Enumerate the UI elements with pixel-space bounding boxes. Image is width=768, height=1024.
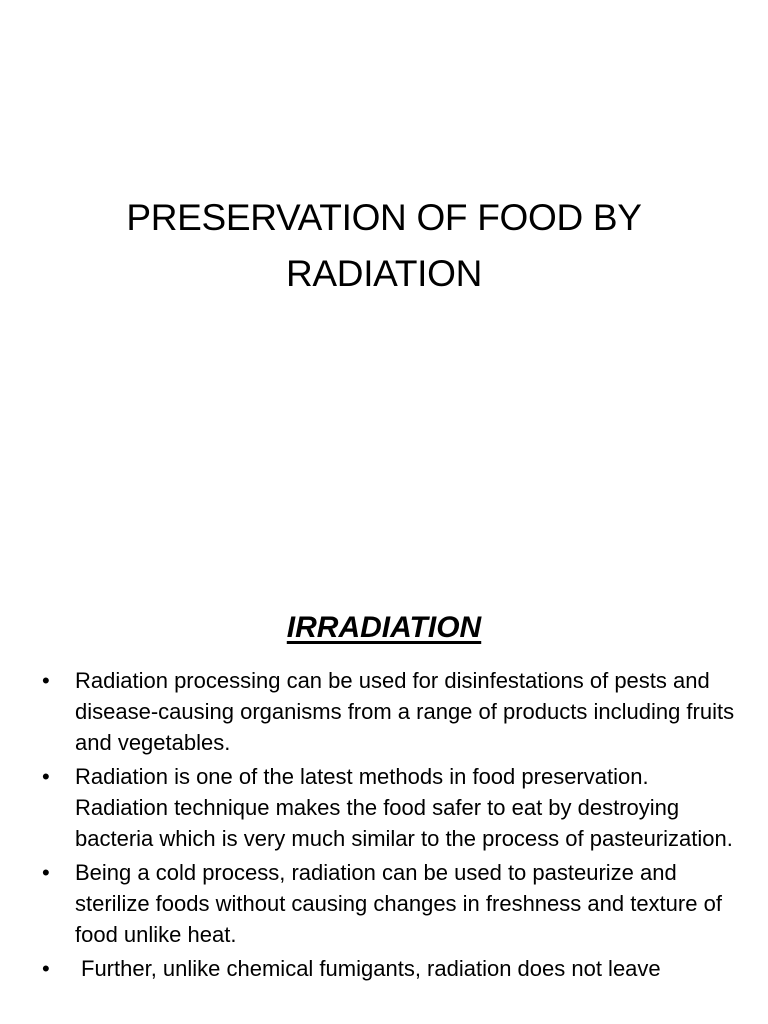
list-item <box>40 953 740 984</box>
bullet-icon: • <box>42 668 50 693</box>
bullet-text: Radiation is one of the latest methods in food preservation. Radiation technique makes the food safer to eat by destroying bacteria which is very much similar to the process of pasteurization. <box>75 764 733 851</box>
bullet-icon: • <box>42 956 50 981</box>
bullet-icon: • <box>42 764 50 789</box>
slide-title <box>0 190 768 302</box>
bullet-icon: • <box>42 860 50 885</box>
bullet-text: Radiation processing can be used for disinfestations of pests and disease-causing organisms from a range of products including fruits and vegetables. <box>75 668 735 755</box>
list-item <box>40 761 740 854</box>
irradiation-heading: IRRADIATION <box>286 611 482 644</box>
bullet-list <box>40 665 740 987</box>
slide-title-line-1: PRESERVATION OF FOOD BY <box>126 197 642 238</box>
slide-title-line-2: RADIATION <box>285 253 482 294</box>
bullet-text: Further, unlike chemical fumigants, radiation does not leave <box>81 956 661 981</box>
bullet-text: Being a cold process, radiation can be used to pasteurize and sterilize foods without causing changes in freshness and texture of food unlike heat. <box>75 860 722 947</box>
list-item <box>40 665 740 758</box>
list-item <box>40 857 740 950</box>
